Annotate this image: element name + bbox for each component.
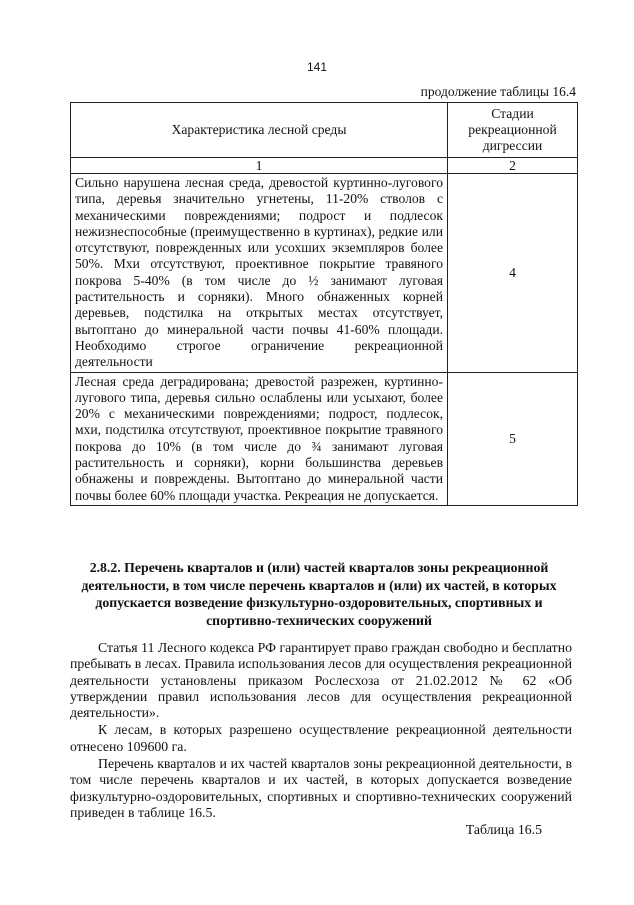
- table-continuation-label: продолжение таблицы 16.4: [420, 84, 576, 99]
- row-description: Лесная среда деградирована; древостой разрежен, куртинно-лугового типа, деревья сильно ослаблены или усыхают, более 20% с механическими повреждениями; подрост, подлесок, мхи, подстилка отсутствуют, проективное покрытие травяного покрова до 10% (в том числе до ¾ занимают луговая растительность и сорняки), корни большинства деревьев обнажены и повреждены. Вытоптано до минеральной части почвы более 60% площади участка. Рекреация не допускается.: [71, 372, 448, 505]
- paragraph: Перечень кварталов и их частей кварталов зоны рекреационной деятельности, в том числе перечень кварталов и их частей, в которых допускается возведение физкультурно-оздоровительных, спортивных и спортивно-технических сооружений приведен в таблице 16.5.: [70, 756, 572, 820]
- paragraph: К лесам, в которых разрешено осуществление рекреационной деятельности отнесено 109600 га.: [70, 722, 572, 754]
- row-stage: 4: [448, 174, 578, 373]
- row-description: Сильно нарушена лесная среда, древостой куртинно-лугового типа, деревья значительно угнетены, 11-20% стволов с механическими повреждениями; подрост и подлесок нежизнеспособные (преимущественно в куртинах), редкие или отсутствуют, поврежденных или усохших экземпляров более 50%. Мхи отсутствуют, проективное покрытие травяного покрова 5-40% (в том числе до ½ занимают луговая растительность и сорняки). Много обнаженных корней деревьев, подстилка на открытых местах отсутствует, вытоптано до минеральной части почвы 41-60% площади. Необходимо строгое ограничение рекреационной деятельности: [71, 174, 448, 373]
- column-header-characteristic: Характеристика лесной среды: [71, 103, 448, 158]
- column-number-2: 2: [448, 158, 578, 174]
- next-table-caption: Таблица 16.5: [465, 822, 542, 837]
- section-heading: 2.8.2. Перечень кварталов и (или) частей кварталов зоны рекреационной деятельности, в том числе перечень кварталов и (или) их частей, в которых допускается возведение физкультурно-оздоровительных, спортивных и спортивно-технических сооружений: [81, 560, 557, 628]
- table-header-row: [71, 103, 578, 158]
- column-number-row: [71, 158, 578, 174]
- page-number: 141: [306, 60, 328, 74]
- table-row: [71, 174, 578, 373]
- body-text: [70, 640, 572, 821]
- forest-environment-table: [70, 102, 578, 506]
- paragraph: Статья 11 Лесного кодекса РФ гарантирует право граждан свободно и бесплатно пребывать в лесах. Правила использования лесов для осуществления рекреационной деятельности установлены приказом Рослесхоза от 21.02.2012 № 62 «Об утверждении правил использования лесов для осуществления рекреационной деятельности».: [70, 640, 572, 721]
- row-stage: 5: [448, 372, 578, 505]
- column-number-1: 1: [71, 158, 448, 174]
- column-header-stage: Стадии рекреационной дигрессии: [448, 103, 578, 158]
- table-row: [71, 372, 578, 505]
